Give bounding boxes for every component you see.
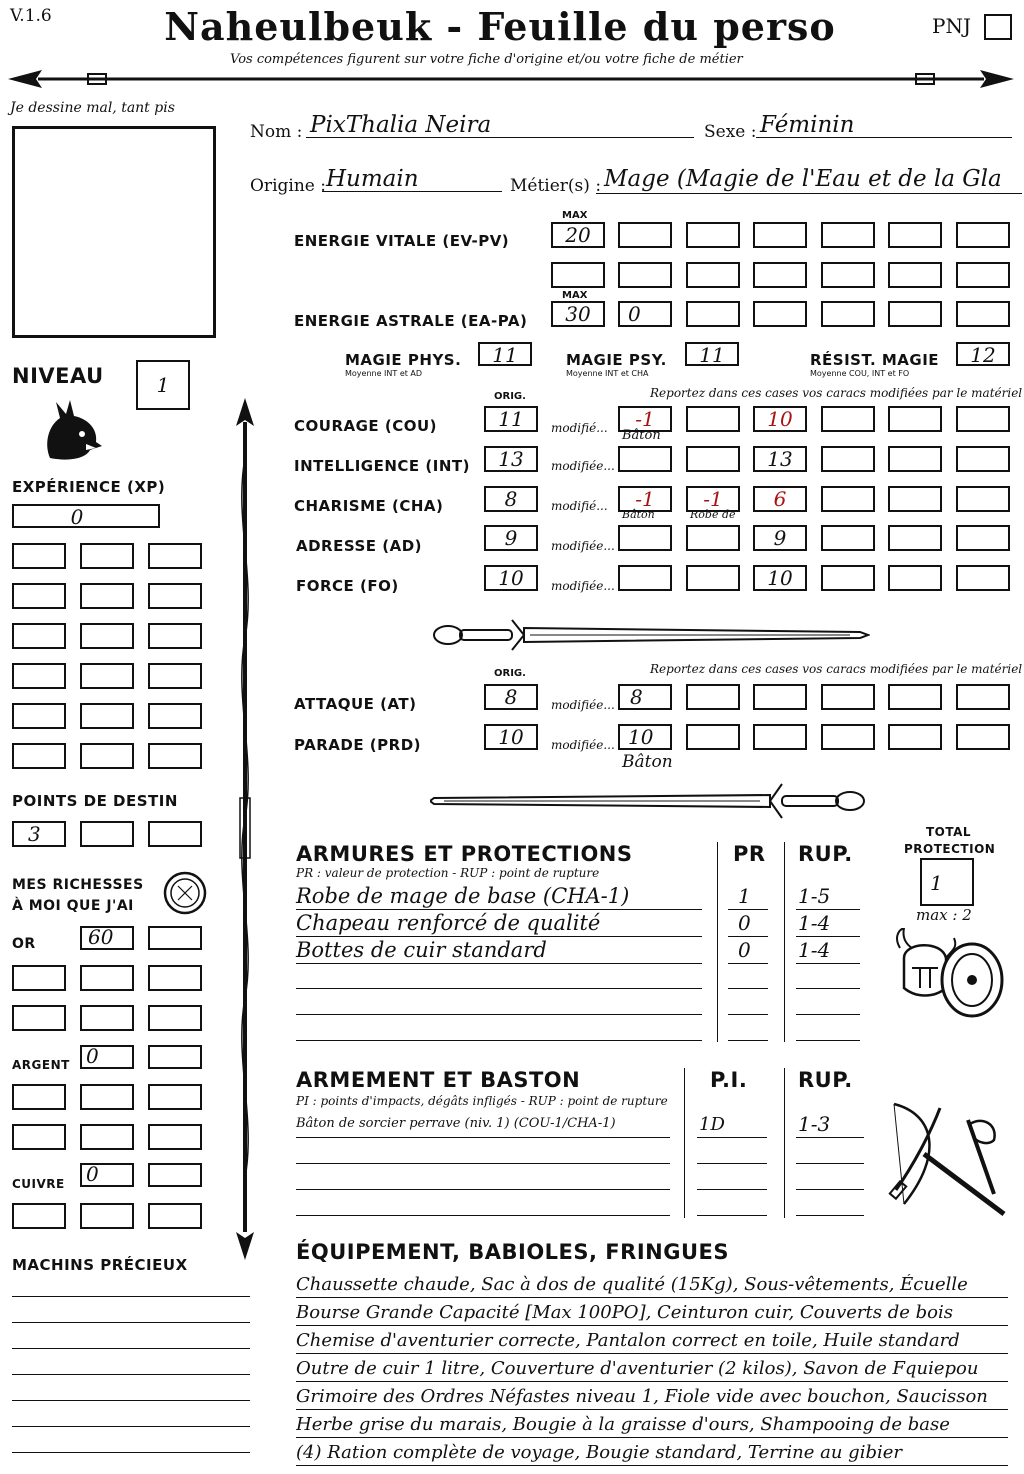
sword-icon	[430, 778, 870, 824]
attaque-mod-box[interactable]	[888, 684, 942, 710]
cha-mod-box[interactable]	[821, 486, 875, 512]
cha-label: CHARISME (CHA)	[294, 497, 444, 515]
cuivre-box[interactable]	[148, 1163, 202, 1187]
sexe-label: Sexe :	[704, 122, 757, 142]
dragon-icon	[40, 396, 104, 466]
int-mod-box[interactable]	[956, 446, 1010, 472]
total-protection-value: 1	[930, 871, 943, 895]
xp-grid-box[interactable]	[148, 583, 202, 609]
metier-label: Métier(s) :	[510, 176, 602, 196]
magie-psy-value: 11	[699, 343, 725, 367]
parade-note: Bâton	[622, 752, 673, 772]
portrait-caption: Je dessine mal, tant pis	[10, 100, 175, 116]
parade-mod1-value: 10	[628, 725, 654, 749]
weapons-rup-header: RUP.	[798, 1068, 853, 1092]
ev-box[interactable]	[821, 262, 875, 288]
cou-mod1-note: Bâton	[622, 428, 661, 443]
sword-icon	[430, 612, 870, 658]
weapons-title: ARMEMENT ET BASTON	[296, 1068, 581, 1092]
nom-value: PixThalia Neira	[310, 112, 492, 138]
xp-grid-box[interactable]	[80, 703, 134, 729]
fo-label: FORCE (FO)	[296, 577, 399, 595]
weapon-rup-cell[interactable]	[796, 1215, 864, 1216]
weapon-rup-cell[interactable]	[796, 1114, 864, 1138]
machins-line[interactable]	[12, 1374, 250, 1375]
destin-value: 3	[28, 822, 41, 846]
ad-label: ADRESSE (AD)	[296, 537, 423, 555]
fo-orig-box[interactable]	[484, 565, 538, 591]
weapon-rup-cell[interactable]	[796, 1189, 864, 1190]
armor-pr-cell[interactable]	[728, 911, 768, 937]
or-value: 60	[88, 925, 114, 949]
ea-max-label: MAX	[562, 290, 588, 301]
weapons-pi-header: P.I.	[710, 1068, 748, 1092]
weapon-pi-cell[interactable]	[697, 1189, 767, 1190]
equipment-line[interactable]: Bourse Grande Capacité [Max 100PO], Ceinturon cuir, Couverts de bois	[296, 1302, 1008, 1326]
machins-line[interactable]	[12, 1322, 250, 1323]
page-title: Naheulbeuk - Feuille du perso	[164, 4, 836, 49]
armor-row[interactable]	[296, 911, 702, 937]
armor-row[interactable]	[296, 884, 702, 910]
weapon-pi: 1D	[699, 1114, 725, 1135]
armor-rup: 1-5	[798, 884, 831, 908]
helmet-shield-icon	[890, 928, 1010, 1028]
ev-max-value: 20	[565, 223, 591, 247]
ev-box[interactable]	[888, 222, 942, 248]
ev-box[interactable]	[753, 262, 807, 288]
armor-legend: PR : valeur de protection - RUP : point de rupture	[296, 866, 600, 880]
armor-name: Bottes de cuir standard	[296, 938, 547, 962]
or-box[interactable]	[12, 965, 66, 991]
magie-psy-box[interactable]	[685, 342, 739, 366]
ea-box[interactable]	[686, 301, 740, 327]
ea-box[interactable]	[821, 301, 875, 327]
or-label: OR	[12, 936, 36, 952]
or-box[interactable]	[80, 1005, 134, 1031]
machins-line[interactable]	[12, 1400, 250, 1401]
xp-grid-box[interactable]	[148, 743, 202, 769]
attaque-mod-box[interactable]	[821, 684, 875, 710]
attaque-mod1-value: 8	[630, 685, 643, 709]
richesses-label-1: MES RICHESSES	[12, 877, 144, 893]
report-note: Reportez dans ces cases vos caracs modifiées par le matériel	[650, 386, 1023, 400]
ev-box[interactable]	[956, 262, 1010, 288]
armor-row[interactable]	[296, 1014, 702, 1015]
armor-rup-cell[interactable]	[796, 988, 860, 989]
armor-rup-cell[interactable]	[796, 911, 860, 937]
argent-box[interactable]	[148, 1045, 202, 1069]
cha-mod2-note: Robe de	[690, 508, 736, 521]
armor-title: ARMURES ET PROTECTIONS	[296, 842, 633, 866]
cou-orig-value: 11	[498, 407, 524, 431]
metier-value: Mage (Magie de l'Eau et de la Gla	[604, 166, 1002, 192]
armor-rup-cell[interactable]	[796, 938, 860, 964]
ev-max-label: MAX	[562, 210, 588, 221]
or-box[interactable]	[148, 926, 202, 950]
pnj-checkbox[interactable]	[984, 14, 1012, 40]
xp-grid-box[interactable]	[12, 703, 66, 729]
destin-box[interactable]	[148, 821, 202, 847]
spear-icon	[230, 398, 260, 1260]
cou-label: COURAGE (COU)	[294, 417, 438, 435]
portrait-frame[interactable]	[12, 126, 216, 338]
ev-box[interactable]	[618, 262, 672, 288]
total-protection-label-2: PROTECTION	[904, 842, 996, 856]
weapon-pi-cell[interactable]	[697, 1215, 767, 1216]
int-mod-box[interactable]	[686, 446, 740, 472]
armor-pr-header: PR	[733, 842, 766, 866]
weapon-pi-cell[interactable]	[697, 1114, 767, 1138]
cha-mod3-value: 6	[773, 487, 787, 511]
magie-psy-sub: Moyenne INT et CHA	[566, 369, 649, 378]
coin-icon	[162, 870, 208, 916]
armor-rup-cell[interactable]	[796, 884, 860, 910]
ev-box[interactable]	[888, 262, 942, 288]
parade-mod-box[interactable]	[618, 724, 672, 750]
orig-label: ORIG.	[494, 391, 526, 402]
ad-mod-box[interactable]	[686, 525, 740, 551]
machins-label: MACHINS PRÉCIEUX	[12, 1256, 188, 1274]
armor-name: Chapeau renforcé de qualité	[296, 911, 601, 935]
weapon-row[interactable]	[296, 1163, 670, 1164]
attaque-mod-box[interactable]	[686, 684, 740, 710]
ad-mod-box[interactable]	[821, 525, 875, 551]
pnj-label: PNJ	[932, 14, 971, 38]
parade-mod-box[interactable]	[888, 724, 942, 750]
xp-grid-box[interactable]	[12, 663, 66, 689]
parade-mod-box[interactable]	[956, 724, 1010, 750]
armor-divider	[717, 842, 718, 1042]
ea-max-box[interactable]	[551, 301, 605, 327]
cou-mod-box[interactable]	[888, 406, 942, 432]
magie-phys-label: MAGIE PHYS.	[345, 351, 462, 369]
ev-box[interactable]	[618, 222, 672, 248]
xp-grid-box[interactable]	[80, 743, 134, 769]
ea-box[interactable]	[753, 301, 807, 327]
weapon-rup-cell[interactable]	[796, 1163, 864, 1164]
argent-box[interactable]	[148, 1084, 202, 1110]
armor-rup-header: RUP.	[798, 842, 853, 866]
magie-phys-box[interactable]	[478, 342, 532, 366]
destin-label: POINTS DE DESTIN	[12, 792, 178, 810]
spear-divider-icon	[8, 66, 1014, 92]
ev-max-box[interactable]	[551, 222, 605, 248]
int-mod-box[interactable]	[821, 446, 875, 472]
armor-pr-cell[interactable]	[728, 938, 768, 964]
weapon-row[interactable]	[296, 1114, 670, 1138]
armor-pr: 0	[738, 911, 751, 935]
parade-modifiee: modifiée...	[551, 738, 615, 752]
cha-mod1-value: -1	[635, 487, 655, 511]
origine-field[interactable]	[322, 166, 502, 192]
armor-divider	[784, 842, 785, 1042]
cha-orig-box[interactable]	[484, 486, 538, 512]
equipment-line[interactable]: Grimoire des Ordres Néfastes niveau 1, Fiole vide avec bouchon, Saucisson	[296, 1386, 1008, 1410]
cou-orig-box[interactable]	[484, 406, 538, 432]
attaque-orig-value: 8	[504, 685, 518, 709]
equipment-title: ÉQUIPEMENT, BABIOLES, FRINGUES	[296, 1240, 729, 1264]
attaque-label: ATTAQUE (AT)	[294, 695, 417, 713]
machins-line[interactable]	[12, 1426, 250, 1427]
cuivre-box[interactable]	[12, 1203, 66, 1229]
combat-report-note: Reportez dans ces cases vos caracs modifiées par le matériel	[650, 662, 1023, 676]
ev-box[interactable]	[956, 222, 1010, 248]
version: V.1.6	[10, 6, 52, 26]
parade-mod-box[interactable]	[686, 724, 740, 750]
equipment-line[interactable]: Herbe grise du marais, Bougie à la graisse d'ours, Shampooing de base	[296, 1414, 1008, 1438]
ev-box[interactable]	[753, 222, 807, 248]
int-mod3-value: 13	[767, 447, 793, 471]
cha-mod-box[interactable]	[753, 486, 807, 512]
magie-phys-value: 11	[492, 343, 518, 367]
or-box[interactable]	[80, 965, 134, 991]
weapon-row[interactable]	[296, 1215, 670, 1216]
armor-pr-cell[interactable]	[728, 884, 768, 910]
page-subtitle: Vos compétences figurent sur votre fiche d'origine et/ou votre fiche de métier	[230, 52, 743, 67]
or-box[interactable]	[148, 1005, 202, 1031]
xp-grid-box[interactable]	[148, 703, 202, 729]
origine-label: Origine :	[250, 176, 326, 196]
ev-box[interactable]	[821, 222, 875, 248]
resist-magie-sub: Moyenne COU, INT et FO	[810, 369, 910, 378]
xp-grid-box[interactable]	[80, 663, 134, 689]
niveau-value: 1	[156, 373, 170, 397]
cuivre-box[interactable]	[148, 1203, 202, 1229]
weapon-name: Bâton de sorcier perrave (niv. 1) (COU-1/CHA-1)	[296, 1116, 616, 1131]
weapons-divider	[784, 1068, 785, 1218]
ev-box[interactable]	[551, 262, 605, 288]
parade-mod-box[interactable]	[821, 724, 875, 750]
armor-row[interactable]	[296, 988, 702, 989]
armor-pr: 0	[738, 938, 751, 962]
cha-mod-box[interactable]	[956, 486, 1010, 512]
sexe-field[interactable]	[756, 112, 1012, 138]
xp-grid-box[interactable]	[80, 583, 134, 609]
attaque-mod-box[interactable]	[753, 684, 807, 710]
nom-label: Nom :	[250, 122, 303, 142]
int-mod-box[interactable]	[888, 446, 942, 472]
or-box[interactable]	[12, 1005, 66, 1031]
attaque-orig-box[interactable]	[484, 684, 538, 710]
xp-grid-box[interactable]	[80, 543, 134, 569]
equipment-line[interactable]: Chaussette chaude, Sac à dos de qualité (15Kg), Sous-vêtements, Écuelle	[296, 1274, 1008, 1298]
int-label: INTELLIGENCE (INT)	[294, 457, 470, 475]
machins-line[interactable]	[12, 1296, 250, 1297]
cha-mod1-note: Bâton	[622, 508, 655, 521]
argent-box[interactable]	[80, 1084, 134, 1110]
ea-box[interactable]	[956, 301, 1010, 327]
xp-label: EXPÉRIENCE (XP)	[12, 478, 166, 496]
ad-mod3-value: 9	[773, 526, 787, 550]
cha-mod2-value: -1	[703, 487, 723, 511]
xp-grid-box[interactable]	[148, 623, 202, 649]
armor-pr-cell[interactable]	[728, 1014, 768, 1015]
cuivre-box[interactable]	[80, 1163, 134, 1187]
ad-mod-box[interactable]	[753, 525, 807, 551]
machins-line[interactable]	[12, 1452, 250, 1453]
cha-orig-value: 8	[504, 487, 518, 511]
destin-box[interactable]	[12, 821, 66, 847]
total-protection-label-1: TOTAL	[926, 825, 972, 839]
weapons-icon	[884, 1094, 1010, 1218]
argent-value: 0	[86, 1044, 99, 1068]
attaque-mod-box[interactable]	[618, 684, 672, 710]
armor-rup: 1-4	[798, 911, 831, 935]
resist-magie-label: RÉSIST. MAGIE	[810, 351, 940, 369]
ad-orig-box[interactable]	[484, 525, 538, 551]
armor-pr: 1	[738, 884, 751, 908]
cou-mod-box[interactable]	[821, 406, 875, 432]
total-protection-box[interactable]	[920, 858, 974, 906]
armor-pr-cell[interactable]	[728, 988, 768, 989]
int-mod-box[interactable]	[753, 446, 807, 472]
xp-grid-box[interactable]	[80, 623, 134, 649]
cuivre-box[interactable]	[80, 1203, 134, 1229]
resist-magie-value: 12	[970, 343, 996, 367]
metier-field[interactable]	[596, 166, 1022, 194]
armor-name: Robe de mage de base (CHA-1)	[296, 884, 630, 908]
armor-pr-cell[interactable]	[728, 1040, 768, 1041]
parade-orig-value: 10	[498, 725, 524, 749]
cuivre-label: CUIVRE	[12, 1177, 65, 1191]
argent-box[interactable]	[80, 1045, 134, 1069]
int-modifiee: modifiée...	[551, 459, 615, 473]
argent-box[interactable]	[80, 1124, 134, 1150]
fo-mod-box[interactable]	[618, 565, 672, 591]
ad-mod-box[interactable]	[888, 525, 942, 551]
cha-modifie: modifié...	[551, 499, 608, 513]
parade-mod-box[interactable]	[753, 724, 807, 750]
cou-mod-box[interactable]	[753, 406, 807, 432]
cou-mod1-value: -1	[635, 407, 655, 431]
fo-mod3-value: 10	[767, 566, 793, 590]
equipment-line[interactable]: Chemise d'aventurier correcte, Pantalon correct en toile, Huile standard	[296, 1330, 1008, 1354]
parade-label: PARADE (PRD)	[294, 736, 422, 754]
origine-value: Humain	[326, 166, 419, 192]
parade-orig-box[interactable]	[484, 724, 538, 750]
ea-box[interactable]	[888, 301, 942, 327]
weapon-rup: 1-3	[798, 1112, 831, 1136]
richesses-label-2: À MOI QUE J'AI	[12, 898, 134, 914]
argent-box[interactable]	[12, 1084, 66, 1110]
xp-grid-box[interactable]	[12, 543, 66, 569]
xp-grid-box[interactable]	[12, 623, 66, 649]
ev-box[interactable]	[686, 222, 740, 248]
cou-mod-box[interactable]	[956, 406, 1010, 432]
equipment-line[interactable]: Outre de cuir 1 litre, Couverture d'aventurier (2 kilos), Savon de Fquiepou	[296, 1358, 1008, 1382]
magie-psy-label: MAGIE PSY.	[566, 351, 667, 369]
attaque-mod-box[interactable]	[956, 684, 1010, 710]
total-protection-max: max : 2	[916, 906, 972, 924]
fo-mod-box[interactable]	[888, 565, 942, 591]
xp-box[interactable]	[12, 504, 160, 528]
ad-mod-box[interactable]	[618, 525, 672, 551]
fo-modifiee: modifiée...	[551, 579, 615, 593]
int-orig-box[interactable]	[484, 446, 538, 472]
ad-orig-value: 9	[504, 526, 518, 550]
argent-box[interactable]	[12, 1124, 66, 1150]
argent-box[interactable]	[148, 1124, 202, 1150]
fo-mod-box[interactable]	[821, 565, 875, 591]
int-mod-box[interactable]	[618, 446, 672, 472]
resist-magie-box[interactable]	[956, 342, 1010, 366]
armor-rup: 1-4	[798, 938, 831, 962]
argent-label: ARGENT	[12, 1058, 70, 1072]
xp-grid-box[interactable]	[148, 543, 202, 569]
weapon-row[interactable]	[296, 1189, 670, 1190]
cou-modifie: modifié...	[551, 421, 608, 435]
ea-current-value: 0	[628, 302, 641, 326]
cha-mod-box[interactable]	[888, 486, 942, 512]
cou-mod3-value: 10	[767, 407, 793, 431]
machins-line[interactable]	[12, 1348, 250, 1349]
destin-box[interactable]	[80, 821, 134, 847]
fo-mod-box[interactable]	[686, 565, 740, 591]
nom-field[interactable]	[306, 112, 694, 138]
fo-orig-value: 10	[498, 566, 524, 590]
int-orig-value: 13	[498, 447, 524, 471]
armor-row[interactable]	[296, 938, 702, 964]
combat-orig-label: ORIG.	[494, 668, 526, 679]
ea-box[interactable]	[618, 301, 672, 327]
cuivre-value: 0	[86, 1162, 99, 1186]
fo-mod-box[interactable]	[956, 565, 1010, 591]
ea-label: ENERGIE ASTRALE (EA-PA)	[294, 312, 528, 330]
magie-phys-sub: Moyenne INT et AD	[345, 369, 423, 378]
xp-value: 0	[70, 505, 84, 529]
xp-grid-box[interactable]	[12, 743, 66, 769]
weapon-pi-cell[interactable]	[697, 1163, 767, 1164]
fo-mod-box[interactable]	[753, 565, 807, 591]
ev-box[interactable]	[686, 262, 740, 288]
ea-max-value: 30	[565, 302, 591, 326]
or-box[interactable]	[148, 965, 202, 991]
niveau-box[interactable]	[136, 360, 190, 410]
attaque-modifiee: modifiée...	[551, 698, 615, 712]
cou-mod-box[interactable]	[686, 406, 740, 432]
sexe-value: Féminin	[760, 112, 855, 138]
armor-row[interactable]	[296, 1040, 702, 1041]
equipment-line[interactable]: (4) Ration complète de voyage, Bougie standard, Terrine au gibier	[296, 1442, 1008, 1466]
weapons-legend: PI : points d'impacts, dégâts infligés - RUP : point de rupture	[296, 1094, 668, 1108]
ad-mod-box[interactable]	[956, 525, 1010, 551]
xp-grid-box[interactable]	[148, 663, 202, 689]
weapons-divider	[684, 1068, 685, 1218]
or-box[interactable]	[80, 926, 134, 950]
armor-rup-cell[interactable]	[796, 1014, 860, 1015]
ev-label: ENERGIE VITALE (EV-PV)	[294, 232, 510, 250]
niveau-label: NIVEAU	[12, 364, 104, 388]
ad-modifiee: modifiée...	[551, 539, 615, 553]
armor-rup-cell[interactable]	[796, 1040, 860, 1041]
xp-grid-box[interactable]	[12, 583, 66, 609]
